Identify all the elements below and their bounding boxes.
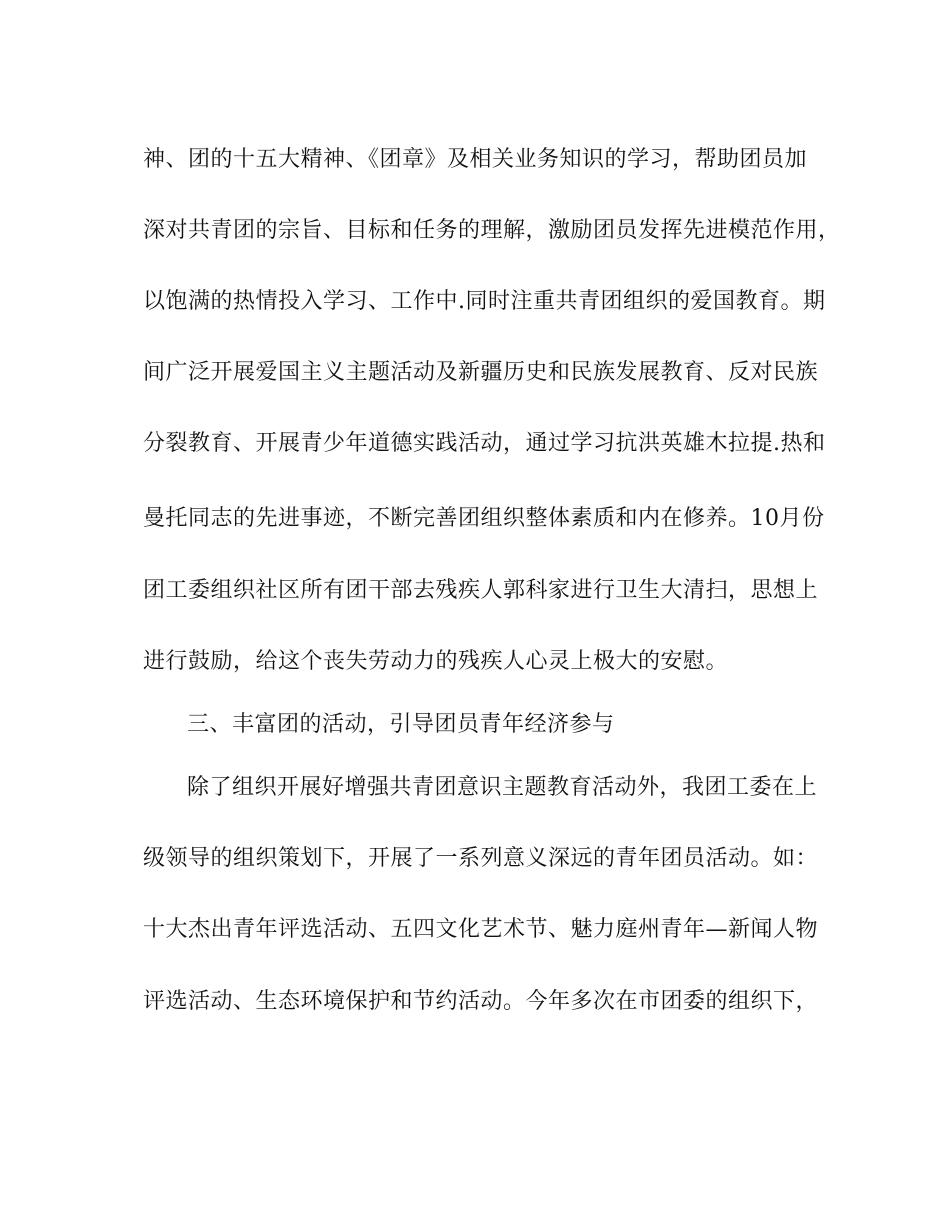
paragraph-line-8: 进行鼓励，给这个丧失劳动力的残疾人心灵上极大的安慰。 xyxy=(143,649,729,674)
paragraph2-line-2: 级领导的组织策划下，开展了一系列意义深远的青年团员活动。如： xyxy=(143,846,819,871)
paragraph-line-1: 神、团的十五大精神、《团章》及相关业务知识的学习，帮助团员加 xyxy=(143,147,808,172)
paragraph2-line-3: 十大杰出青年评选活动、五四文化艺术节、魅力庭州青年—新闻人物 xyxy=(143,917,819,942)
paragraph-line-7: 团工委组织社区所有团干部去残疾人郭科家进行卫生大清扫，思想上 xyxy=(143,578,819,603)
paragraph-line-2: 深对共青团的宗旨、目标和任务的理解，激励团员发挥先进模范作用， xyxy=(143,218,841,243)
paragraph-line-4: 间广泛开展爱国主义主题活动及新疆历史和民族发展教育、反对民族 xyxy=(143,360,819,385)
paragraph2-line-1: 除了组织开展好增强共青团意识主题教育活动外，我团工委在上 xyxy=(187,775,818,800)
paragraph-line-6: 曼托同志的先进事迹，不断完善团组织整体素质和内在修养。10月份 xyxy=(143,506,825,531)
paragraph2-line-4: 评选活动、生态环境保护和节约活动。今年多次在市团委的组织下， xyxy=(143,989,819,1014)
paragraph-line-3: 以饱满的热情投入学习、工作中.同时注重共青团组织的爱国教育。期 xyxy=(143,289,826,314)
paragraph-line-5: 分裂教育、开展青少年道德实践活动，通过学习抗洪英雄木拉提.热和 xyxy=(143,431,826,456)
section-heading: 三、丰富团的活动，引导团员青年经济参与 xyxy=(187,712,615,737)
